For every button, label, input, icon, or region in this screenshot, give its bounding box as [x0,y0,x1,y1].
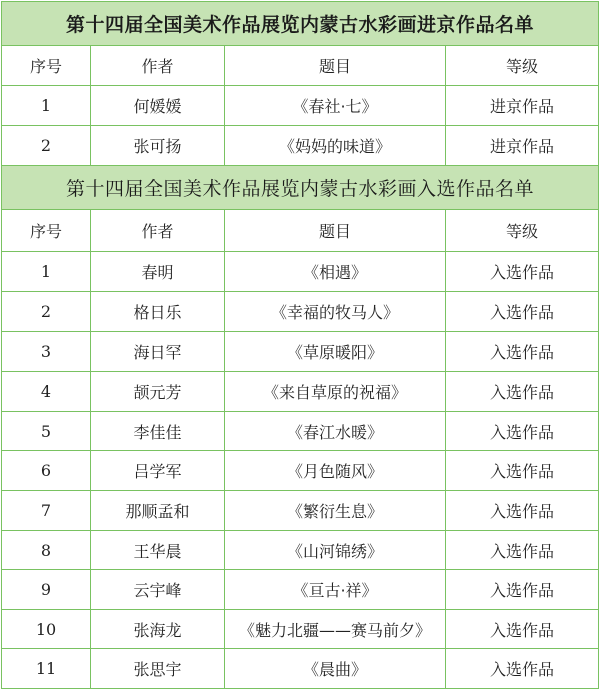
header-number: 序号 [2,46,91,86]
table-row [2,292,599,332]
cell-title: 《春江水暖》 [225,412,446,451]
cell-author: 张海龙 [91,610,225,649]
table-row [2,531,599,570]
cell-title: 《妈妈的味道》 [225,126,446,166]
table-body [2,2,599,689]
cell-level: 入选作品 [446,412,599,451]
works-list-table [1,1,599,689]
cell-level: 入选作品 [446,649,599,689]
cell-author: 云宇峰 [91,570,225,610]
table-row [2,610,599,649]
cell-level: 入选作品 [446,332,599,372]
cell-author: 颉元芳 [91,372,225,412]
cell-number: 2 [2,292,91,332]
section2-title-row [2,166,599,210]
cell-title: 《草原暖阳》 [225,332,446,372]
cell-number: 11 [2,649,91,689]
cell-author: 格日乐 [91,292,225,332]
cell-title: 《亘古·祥》 [225,570,446,610]
table-row [2,412,599,451]
cell-author: 李佳佳 [91,412,225,451]
cell-level: 进京作品 [446,126,599,166]
cell-title: 《春社·七》 [225,86,446,126]
cell-number: 6 [2,451,91,491]
cell-title: 《幸福的牧马人》 [225,292,446,332]
cell-number: 5 [2,412,91,451]
header-title: 题目 [225,46,446,86]
table-row [2,332,599,372]
table-row [2,649,599,689]
cell-title: 《月色随风》 [225,451,446,491]
cell-level: 入选作品 [446,531,599,570]
cell-level: 入选作品 [446,570,599,610]
cell-level: 入选作品 [446,292,599,332]
header-number: 序号 [2,210,91,252]
cell-number: 2 [2,126,91,166]
header-level: 等级 [446,46,599,86]
cell-title: 《相遇》 [225,252,446,292]
cell-number: 1 [2,252,91,292]
cell-author: 春明 [91,252,225,292]
table-row [2,126,599,166]
header-level: 等级 [446,210,599,252]
section1-header-row [2,46,599,86]
cell-number: 7 [2,491,91,531]
table-row [2,372,599,412]
cell-title: 《魅力北疆——赛马前夕》 [225,610,446,649]
header-author: 作者 [91,210,225,252]
cell-level: 入选作品 [446,610,599,649]
table-row [2,252,599,292]
cell-level: 进京作品 [446,86,599,126]
cell-title: 《晨曲》 [225,649,446,689]
cell-number: 3 [2,332,91,372]
cell-number: 9 [2,570,91,610]
header-author: 作者 [91,46,225,86]
section2-title: 第十四届全国美术作品展览内蒙古水彩画入选作品名单 [2,166,599,210]
table-row [2,86,599,126]
cell-author: 王华晨 [91,531,225,570]
cell-number: 1 [2,86,91,126]
cell-number: 8 [2,531,91,570]
cell-level: 入选作品 [446,252,599,292]
cell-author: 那顺孟和 [91,491,225,531]
table-row [2,570,599,610]
cell-author: 张可扬 [91,126,225,166]
table-row [2,491,599,531]
section1-title-row [2,2,599,46]
table-row [2,451,599,491]
document-page [1,1,598,689]
cell-level: 入选作品 [446,451,599,491]
cell-title: 《山河锦绣》 [225,531,446,570]
cell-level: 入选作品 [446,372,599,412]
cell-number: 4 [2,372,91,412]
header-title: 题目 [225,210,446,252]
cell-number: 10 [2,610,91,649]
cell-author: 吕学军 [91,451,225,491]
section1-title: 第十四届全国美术作品展览内蒙古水彩画进京作品名单 [2,2,599,46]
cell-author: 何媛媛 [91,86,225,126]
cell-title: 《繁衍生息》 [225,491,446,531]
cell-title: 《来自草原的祝福》 [225,372,446,412]
cell-author: 海日罕 [91,332,225,372]
cell-author: 张思宇 [91,649,225,689]
section2-header-row [2,210,599,252]
cell-level: 入选作品 [446,491,599,531]
